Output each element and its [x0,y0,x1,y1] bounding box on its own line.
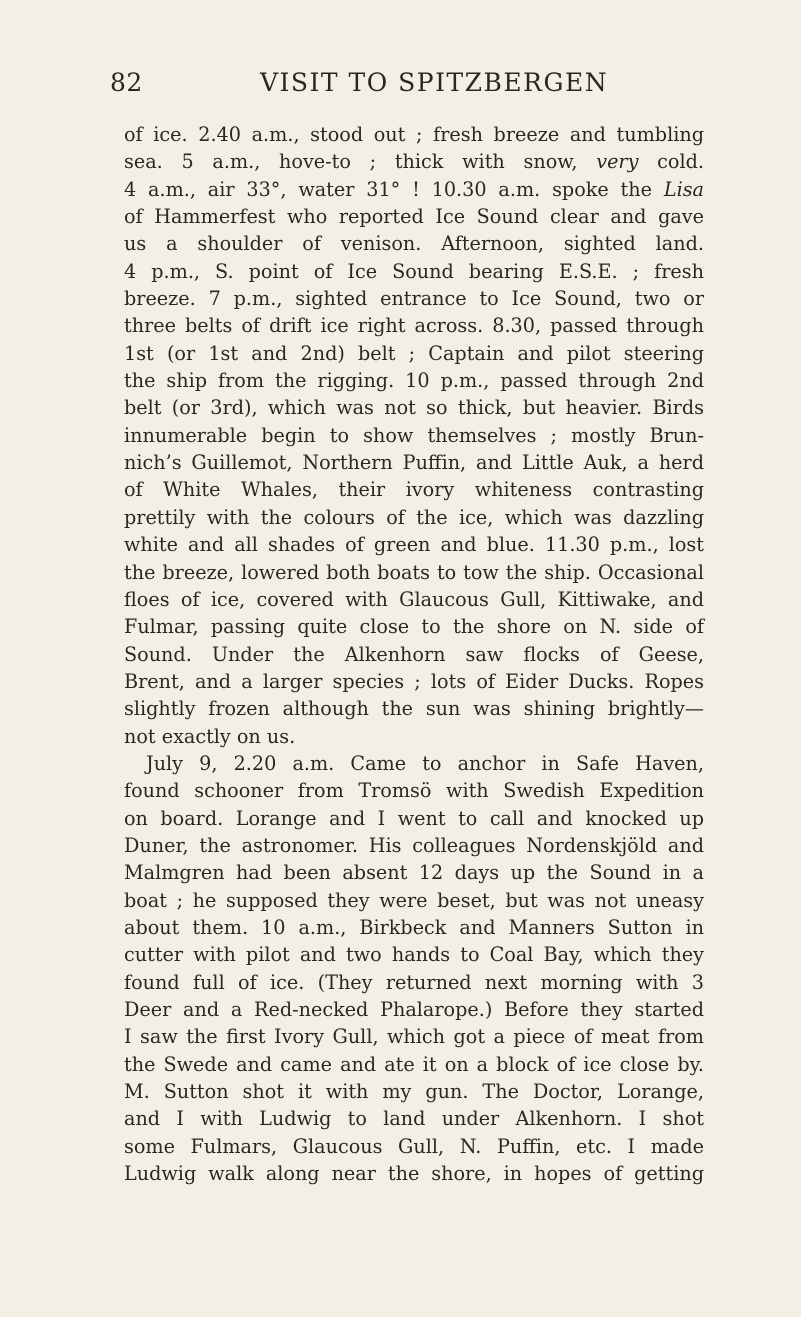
text-segment: white and all shades of green and blue. 11.30 p.m., lost [124,533,704,557]
running-head: VISIT TO SPITZBERGEN [260,68,609,97]
text-segment: floes of ice, covered with Glaucous Gull, Kittiwake, and [124,587,704,611]
italic-text: very [596,150,639,174]
page-header [110,68,704,108]
text-segment: and I with Ludwig to land under Alkenhorn. I shot [124,1107,704,1131]
text-segment: boat ; he supposed they were beset, but was not uneasy [124,888,704,912]
text-line [124,887,704,914]
text-segment: about them. 10 a.m., Birkbeck and Manners Sutton in [124,915,704,939]
text-segment: Brent, and a larger species ; lots of Eider Ducks. Ropes [124,669,704,693]
text-line [124,1078,704,1105]
text-line [124,941,704,968]
text-segment: slightly frozen although the sun was shining brightly— [124,697,704,721]
text-line [124,148,704,175]
text-segment: Ludwig walk along near the shore, in hopes of getting [124,1162,704,1186]
text-line [124,559,704,586]
text-segment: the breeze, lowered both boats to tow the ship. Occasional [124,560,704,584]
text-line [124,1105,704,1132]
text-segment: found schooner from Tromsö with Swedish Expedition [124,779,704,803]
text-segment: cold. [638,150,704,174]
text-segment: I saw the first Ivory Gull, which got a piece of meat from [124,1025,704,1049]
text-line [124,230,704,257]
text-line [124,340,704,367]
text-line [124,996,704,1023]
text-segment: 4 p.m., S. point of Ice Sound bearing E.S.E. ; fresh [124,259,704,283]
text-segment: Deer and a Red-necked Phalarope.) Before they started [124,998,704,1021]
text-segment: sea. 5 a.m., hove-to ; thick with snow, [124,150,597,174]
text-segment: of ice. 2.40 a.m., stood out ; fresh breeze and tumbling [124,123,704,146]
text-line [124,121,704,148]
text-line [124,969,704,996]
text-line [124,914,704,941]
text-line [124,641,704,668]
text-line [124,504,704,531]
text-segment: Malmgren had been absent 12 days up the Sound in a [124,861,704,885]
text-line [124,285,704,312]
text-segment: us a shoulder of venison. Afternoon, sighted land. [124,232,704,256]
text-line [124,805,704,832]
text-segment: prettily with the colours of the ice, which was dazzling [124,505,704,529]
page-number: 82 [110,68,143,97]
text-line [124,668,704,695]
text-segment: 4 a.m., air 33°, water 31° ! 10.30 a.m. spoke the [124,177,664,201]
text-segment: Fulmar, passing quite close to the shore on N. side of [124,615,704,639]
text-line [124,476,704,503]
body-text [124,121,704,1187]
text-segment: not exactly on us. [124,724,296,748]
text-segment: nich’s Guillemot, Northern Puffin, and Little Auk, a herd [124,451,704,475]
text-line [124,1133,704,1160]
text-line [124,312,704,339]
text-segment: some Fulmars, Glaucous Gull, N. Puffin, etc. I made [124,1134,704,1158]
text-line [124,394,704,421]
text-segment: on board. Lorange and I went to call and knocked up [124,806,704,830]
text-line [124,203,704,230]
text-segment: breeze. 7 p.m., sighted entrance to Ice Sound, two or [124,287,704,311]
text-line [124,777,704,804]
text-segment: found full of ice. (They returned next morning with 3 [124,970,704,994]
text-segment: M. Sutton shot it with my gun. The Doctor, Lorange, [124,1080,704,1104]
text-segment: three belts of drift ice right across. 8.30, passed through [124,314,704,338]
text-line [124,449,704,476]
text-line [124,613,704,640]
text-segment: belt (or 3rd), which was not so thick, but heavier. Birds [124,396,704,420]
text-line [124,750,704,777]
text-segment: of Hammerfest who reported Ice Sound clear and gave [124,205,704,229]
text-line [124,695,704,722]
text-segment: cutter with pilot and two hands to Coal Bay, which they [124,943,704,967]
text-line [124,176,704,203]
text-line [124,723,704,750]
text-line [124,832,704,859]
text-segment: of White Whales, their ivory whiteness contrasting [124,478,704,502]
text-line [124,1051,704,1078]
text-segment: 1st (or 1st and 2nd) belt ; Captain and pilot steering [124,341,704,365]
italic-text: Lisa [663,177,704,201]
text-segment: the ship from the rigging. 10 p.m., passed through 2nd [124,369,704,393]
text-line [124,258,704,285]
text-line [124,367,704,394]
text-segment: Duner, the astronomer. His colleagues Nordenskjöld and [124,833,704,857]
text-line [124,859,704,886]
text-line [124,586,704,613]
text-segment: July 9, 2.20 a.m. Came to anchor in Safe Haven, [146,751,704,775]
text-line [124,1160,704,1187]
text-line [124,1023,704,1050]
text-segment: the Swede and came and ate it on a block of ice close by. [124,1052,704,1076]
text-segment: Sound. Under the Alkenhorn saw flocks of Geese, [124,642,704,666]
text-line [124,531,704,558]
text-line [124,422,704,449]
text-segment: innumerable begin to show themselves ; mostly Brun- [124,423,704,447]
